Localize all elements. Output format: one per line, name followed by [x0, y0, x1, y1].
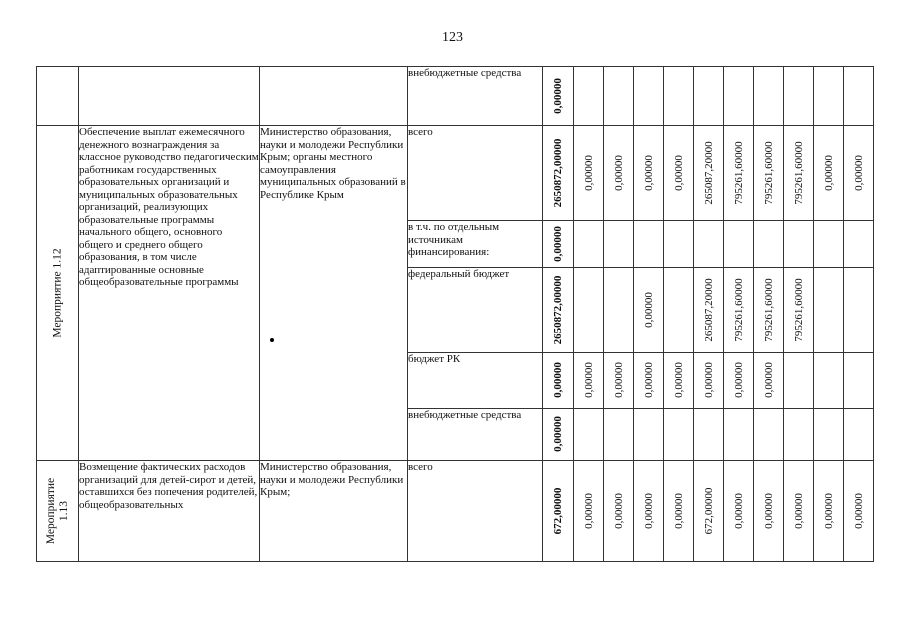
year-value: 795261,60000 [732, 278, 745, 342]
year-value-cell [844, 67, 874, 126]
year-value: 0,00000 [642, 362, 655, 399]
year-value-cell [724, 352, 754, 408]
year-value-cell [664, 352, 694, 408]
table-row [37, 126, 874, 221]
year-value-cell [724, 221, 754, 268]
total-value: 0,00000 [551, 226, 564, 263]
year-value-cell [574, 352, 604, 408]
year-value: 0,00000 [642, 493, 655, 529]
year-value-cell [754, 352, 784, 408]
year-value-cell [664, 67, 694, 126]
year-value: 0,00000 [582, 493, 595, 529]
year-value-cell [754, 126, 784, 221]
year-value: 265087,20000 [702, 278, 715, 342]
year-value: 795261,60000 [792, 141, 805, 205]
year-value-cell [814, 352, 844, 408]
year-value-cell [634, 67, 664, 126]
year-value-cell [844, 461, 874, 562]
measure-label: Мероприятие 1.12 [51, 248, 63, 338]
year-value-cell [814, 126, 844, 221]
year-value-cell [694, 461, 724, 562]
year-value-cell [784, 352, 814, 408]
year-value-cell [784, 67, 814, 126]
year-value-cell [634, 461, 664, 562]
year-value: 0,00000 [732, 493, 745, 529]
measure-cell [37, 461, 79, 562]
total-cell [543, 408, 574, 460]
year-value-cell [694, 126, 724, 221]
year-value: 0,00000 [612, 493, 625, 529]
year-value-cell [664, 221, 694, 268]
year-value-cell [574, 461, 604, 562]
description-cell: Обеспечение выплат ежемесячного денежного вознаграждения за классное руководство педагогическим работникам государственных образовательных организаций и муниципальных образовательных организаций, реализующих образовательные программы начального общего, основного общего и среднего общего образования, в том числе адаптированные основные общеобразовательные программы [79, 126, 260, 461]
year-value-cell [574, 67, 604, 126]
year-value: 0,00000 [762, 493, 775, 529]
year-value-cell [784, 461, 814, 562]
measure-cell [37, 126, 79, 461]
year-value: 0,00000 [672, 493, 685, 529]
year-value-cell [604, 408, 634, 460]
year-value-cell [664, 126, 694, 221]
year-value-cell [604, 221, 634, 268]
year-value-cell [754, 67, 784, 126]
year-value: 795261,60000 [762, 278, 775, 342]
year-value-cell [574, 408, 604, 460]
year-value-cell [784, 408, 814, 460]
year-value: 0,00000 [612, 362, 625, 399]
year-value: 0,00000 [702, 362, 715, 399]
year-value: 0,00000 [792, 493, 805, 529]
year-value-cell [664, 408, 694, 460]
year-value: 0,00000 [852, 155, 865, 192]
table-row [37, 67, 874, 126]
total-cell [543, 268, 574, 352]
year-value-cell [604, 268, 634, 352]
year-value: 0,00000 [582, 362, 595, 399]
description-cell [79, 67, 260, 126]
year-value-cell [634, 352, 664, 408]
year-value-cell [814, 67, 844, 126]
funding-source-cell: всего [408, 461, 543, 562]
year-value-cell [634, 268, 664, 352]
total-cell [543, 461, 574, 562]
year-value-cell [604, 352, 634, 408]
description-cell: Возмещение фактических расходов организаций для детей-сирот и детей, оставшихся без попечения родителей, общеобразовательных [79, 461, 260, 562]
year-value-cell [844, 126, 874, 221]
year-value-cell [724, 126, 754, 221]
year-value: 0,00000 [582, 155, 595, 192]
year-value: 0,00000 [822, 155, 835, 192]
page-number: 123 [442, 30, 463, 45]
year-value: 0,00000 [642, 155, 655, 192]
year-value-cell [634, 126, 664, 221]
year-value: 0,00000 [822, 493, 835, 529]
year-value-cell [724, 67, 754, 126]
total-cell [543, 67, 574, 126]
funding-source-cell: внебюджетные средства [408, 67, 543, 126]
executor-cell: Министерство образования, науки и молодежи Республики Крым; органы местного самоуправления муниципальных образований в Республике Крым [260, 126, 408, 461]
year-value-cell [724, 268, 754, 352]
year-value: 795261,60000 [792, 278, 805, 342]
total-value: 672,00000 [551, 487, 564, 535]
year-value: 0,00000 [732, 362, 745, 399]
year-value-cell [694, 221, 724, 268]
year-value-cell [694, 268, 724, 352]
total-value: 2650872,00000 [551, 138, 564, 208]
year-value-cell [784, 268, 814, 352]
year-value-cell [814, 408, 844, 460]
total-cell [543, 126, 574, 221]
year-value-cell [664, 268, 694, 352]
year-value: 0,00000 [852, 493, 865, 529]
year-value-cell [574, 126, 604, 221]
year-value-cell [694, 352, 724, 408]
year-value-cell [604, 126, 634, 221]
year-value: 0,00000 [642, 292, 655, 328]
year-value-cell [604, 461, 634, 562]
funding-source-cell: бюджет РК [408, 352, 543, 408]
year-value: 0,00000 [612, 155, 625, 192]
total-cell [543, 352, 574, 408]
year-value-cell [754, 268, 784, 352]
year-value-cell [754, 221, 784, 268]
year-value: 795261,60000 [762, 141, 775, 205]
year-value-cell [844, 268, 874, 352]
year-value-cell [664, 461, 694, 562]
year-value: 0,00000 [672, 155, 685, 192]
year-value-cell [814, 221, 844, 268]
year-value-cell [784, 221, 814, 268]
executor-cell [260, 67, 408, 126]
table-body [37, 67, 874, 562]
total-cell [543, 221, 574, 268]
total-value: 0,00000 [551, 416, 564, 453]
year-value-cell [634, 408, 664, 460]
year-value-cell [814, 461, 844, 562]
year-value-cell [574, 221, 604, 268]
funding-source-cell: федеральный бюджет [408, 268, 543, 352]
executor-cell: Министерство образования, науки и молодежи Республики Крым; [260, 461, 408, 562]
year-value-cell [784, 126, 814, 221]
year-value: 0,00000 [762, 362, 775, 399]
year-value-cell [634, 221, 664, 268]
year-value: 672,00000 [702, 487, 715, 535]
year-value-cell [844, 352, 874, 408]
total-value: 0,00000 [551, 362, 564, 399]
year-value-cell [724, 461, 754, 562]
funding-source-cell: всего [408, 126, 543, 221]
budget-table [36, 66, 874, 562]
year-value-cell [604, 67, 634, 126]
funding-source-cell: в т.ч. по отдельным источникам финансирования: [408, 221, 543, 268]
year-value: 265087,20000 [702, 141, 715, 205]
year-value: 795261,60000 [732, 141, 745, 205]
measure-cell [37, 67, 79, 126]
year-value: 0,00000 [672, 362, 685, 399]
year-value-cell [694, 67, 724, 126]
year-value-cell [844, 221, 874, 268]
year-value-cell [814, 268, 844, 352]
year-value-cell [724, 408, 754, 460]
year-value-cell [754, 408, 784, 460]
measure-label: Мероприятие 1.13 [44, 477, 70, 545]
table-row [37, 461, 874, 562]
year-value-cell [694, 408, 724, 460]
funding-source-cell: внебюджетные средства [408, 408, 543, 460]
year-value-cell [574, 268, 604, 352]
year-value-cell [754, 461, 784, 562]
total-value: 0,00000 [551, 78, 564, 114]
stray-dot [270, 338, 274, 342]
year-value-cell [844, 408, 874, 460]
total-value: 2650872,00000 [551, 275, 564, 345]
